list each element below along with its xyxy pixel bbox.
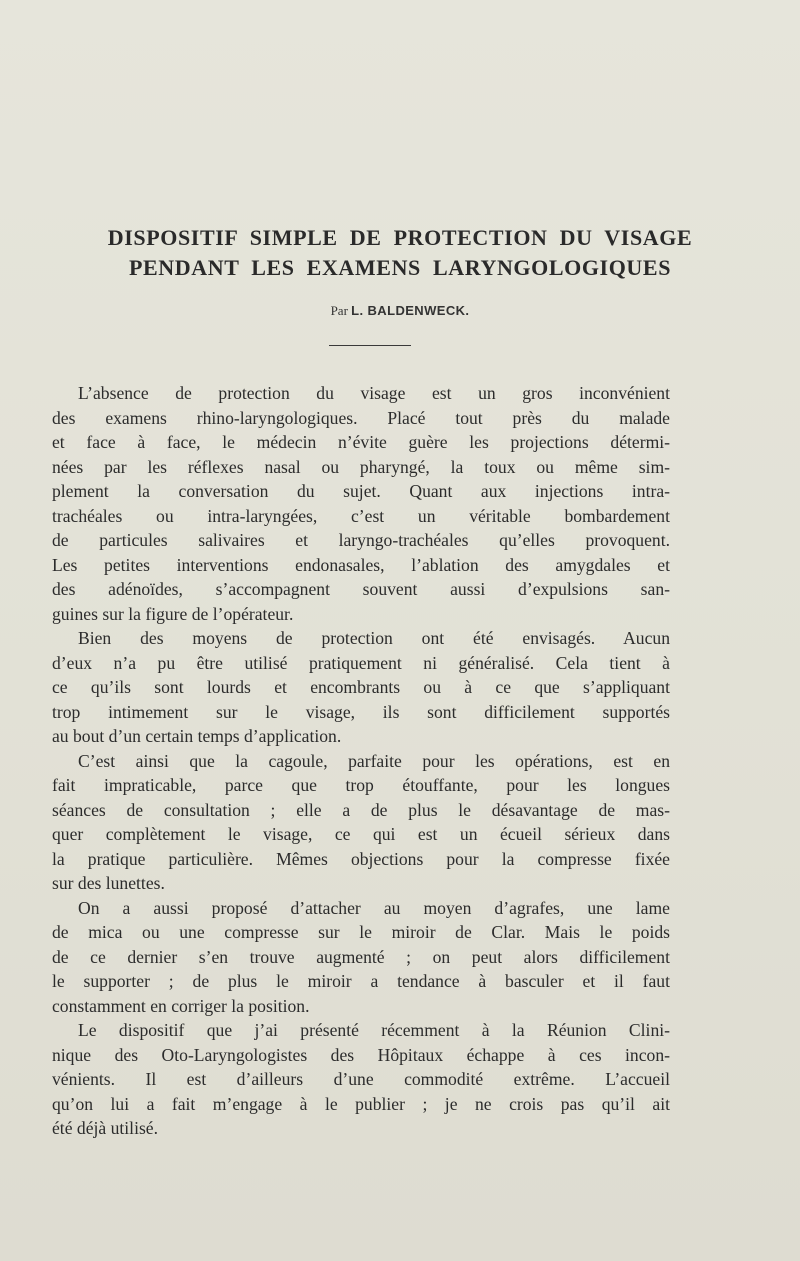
body-line: C’est ainsi que la cagoule, parfaite pour les opérations, est en xyxy=(78,750,670,771)
body-line: trachéales ou intra-laryngées, c’est un véritable bombardement xyxy=(52,505,670,526)
body-line: au bout d’un certain temps d’application. xyxy=(52,726,342,746)
body-line: quer complètement le visage, ce qui est un écueil sérieux dans xyxy=(52,824,670,844)
body-line: plement la conversation du sujet. Quant aux injections intra- xyxy=(52,481,670,501)
body-line: la pratique particulière. Mêmes objections pour la compresse fixée xyxy=(52,848,670,869)
body-line: et face à face, le médecin n’évite guère les projections détermi- xyxy=(52,432,670,452)
body-line: Bien des moyens de protection ont été envisagés. Aucun xyxy=(78,628,670,648)
body-line: ce qu’ils sont lourds et encombrants ou à ce que s’appliquant xyxy=(52,677,670,697)
body-line: été déjà utilisé. xyxy=(52,1118,159,1138)
body-line: constamment en corriger la position. xyxy=(52,995,310,1016)
body-line: nées par les réflexes nasal ou pharyngé, la toux ou même sim- xyxy=(52,456,670,477)
body-line: nique des Oto-Laryngologistes des Hôpitaux échappe à ces incon- xyxy=(52,1044,670,1065)
body-line: des examens rhino-laryngologiques. Placé tout près du malade xyxy=(52,407,670,428)
author-name: L. BALDENWECK. xyxy=(351,303,470,318)
body-line: séances de consultation ; elle a de plus le désavantage de mas- xyxy=(52,799,670,820)
body-line: le supporter ; de plus le miroir a tendance à basculer et il faut xyxy=(52,971,670,991)
body-line: Le dispositif que j’ai présenté récemment à la Réunion Clini- xyxy=(78,1020,670,1040)
title-divider xyxy=(329,345,411,346)
body-line: guines sur la figure de l’opérateur. xyxy=(52,603,294,624)
byline-prefix: Par xyxy=(330,303,348,318)
article-title-line-2: PENDANT LES EXAMENS LARYNGOLOGIQUES xyxy=(128,255,672,280)
body-line: trop intimement sur le visage, ils sont difficilement supportés xyxy=(52,701,670,722)
body-line: vénients. Il est d’ailleurs d’une commodité extrême. L’accueil xyxy=(52,1069,670,1089)
byline xyxy=(0,303,800,319)
body-line: On a aussi proposé d’attacher au moyen d’agrafes, une lame xyxy=(78,897,670,918)
body-line: Les petites interventions endonasales, l’ablation des amygdales et xyxy=(52,554,670,575)
body-line: qu’on lui a fait m’engage à le publier ; je ne crois pas qu’il ait xyxy=(52,1093,670,1114)
body-line: L’absence de protection du visage est un gros inconvénient xyxy=(78,383,670,403)
body-line: d’eux n’a pu être utilisé pratiquement ni généralisé. Cela tient à xyxy=(52,652,670,673)
article-title-line-1: DISPOSITIF SIMPLE DE PROTECTION DU VISAGE xyxy=(107,225,693,250)
article-body xyxy=(52,381,670,1141)
body-line: des adénoïdes, s’accompagnent souvent aussi d’expulsions san- xyxy=(52,579,670,599)
body-line: fait impraticable, parce que trop étouffante, pour les longues xyxy=(52,775,670,795)
body-line: de ce dernier s’en trouve augmenté ; on peut alors difficilement xyxy=(52,946,670,967)
body-line: de mica ou une compresse sur le miroir de Clar. Mais le poids xyxy=(52,922,670,942)
body-line: de particules salivaires et laryngo-trachéales qu’elles provoquent. xyxy=(52,530,670,550)
body-line: sur des lunettes. xyxy=(52,873,165,893)
